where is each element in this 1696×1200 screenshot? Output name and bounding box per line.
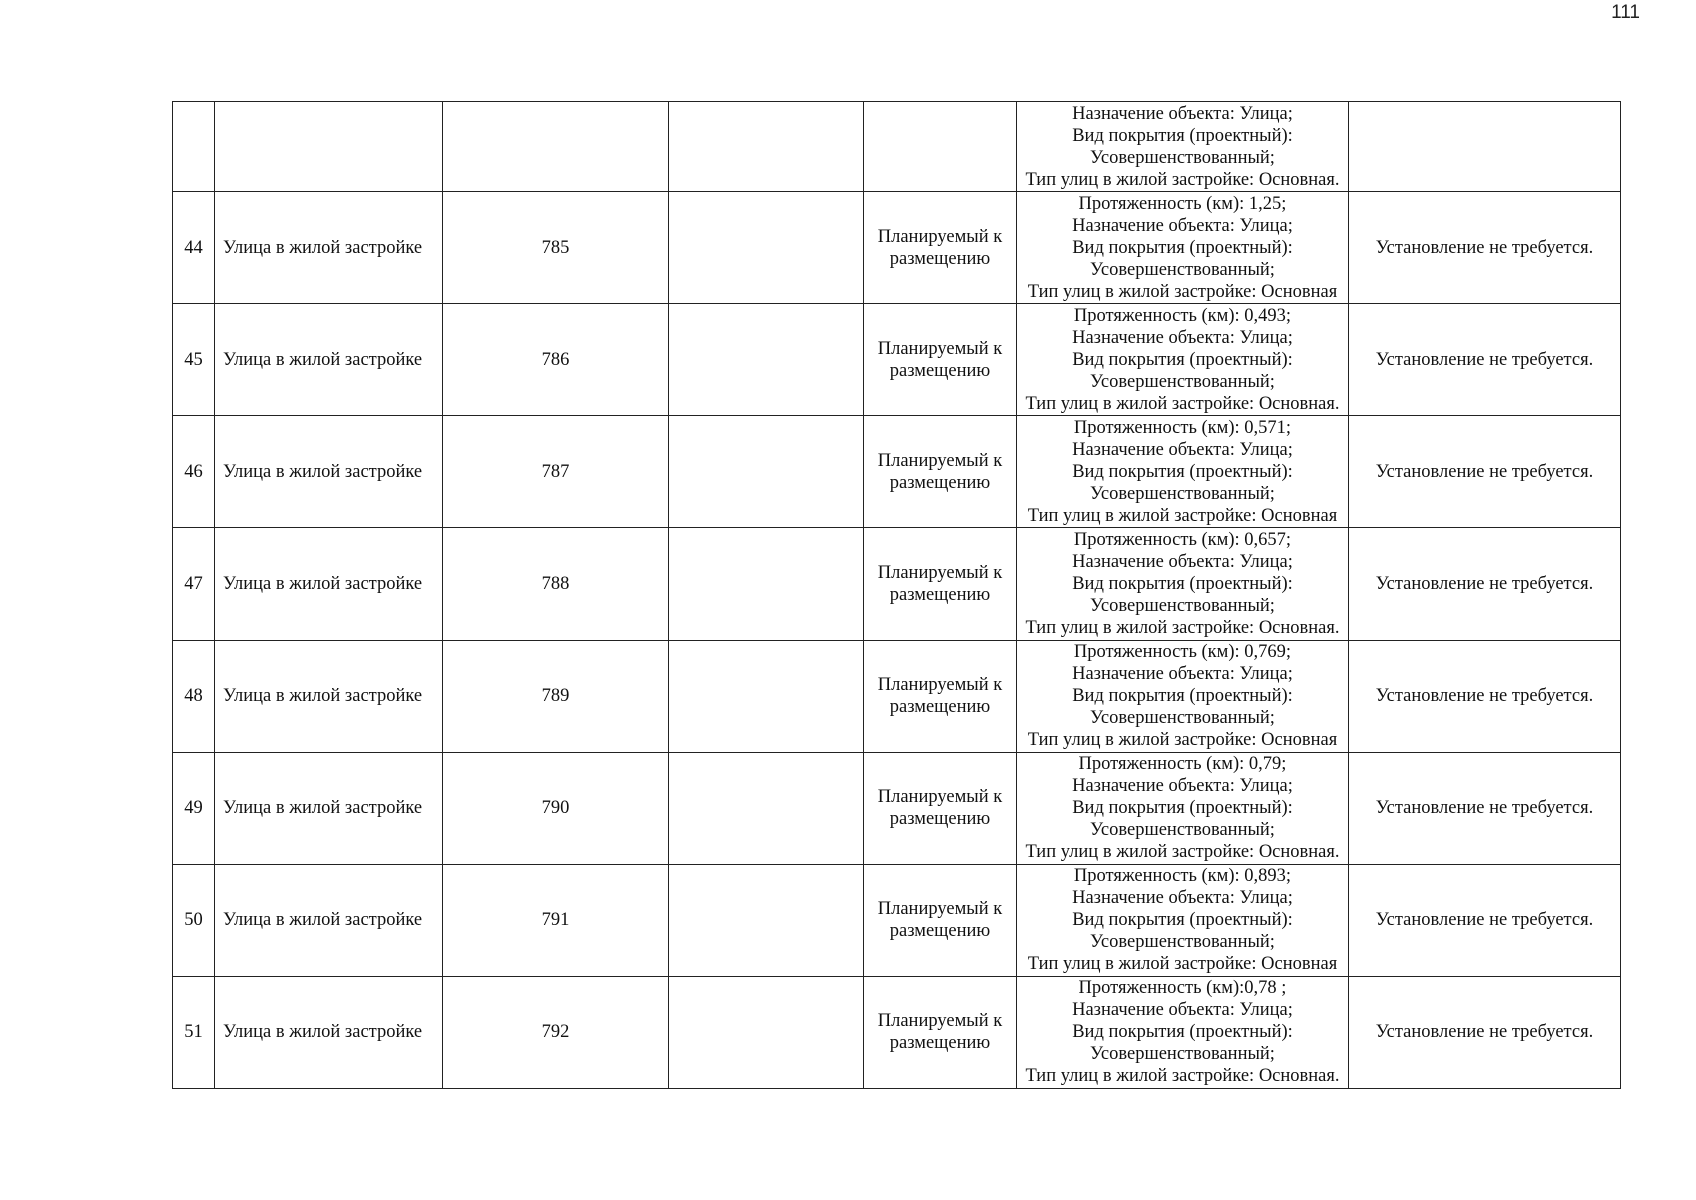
description-line: Тип улиц в жилой застройке: Основная: [1027, 954, 1338, 975]
status-line: Планируемый к: [877, 675, 1003, 696]
cell-name: Улица в жилой застройке: [215, 416, 443, 528]
table-row: [173, 864, 1621, 976]
description-line: Протяженность (км): 0,657;: [1073, 529, 1292, 550]
status-line: размещению: [889, 584, 991, 605]
cell-status: [864, 192, 1017, 304]
cell-zone: Установление не требуется.: [1349, 976, 1621, 1088]
status-line: Планируемый к: [877, 450, 1003, 471]
description-line: Назначение объекта: Улица;: [1072, 664, 1293, 685]
status-line: Планируемый к: [877, 226, 1003, 247]
description-line: Назначение объекта: Улица;: [1072, 327, 1293, 348]
description-line: Протяженность (км): 0,571;: [1073, 417, 1292, 438]
table-row-continuation: [173, 102, 1621, 192]
description-line: Вид покрытия (проектный):: [1072, 573, 1293, 594]
description-line: Усовершенствованный;: [1090, 1044, 1275, 1065]
status-line: размещению: [889, 809, 991, 830]
description-line: Назначение объекта: Улица;: [1072, 1000, 1293, 1021]
cell-extra: [669, 304, 864, 416]
description-line: Тип улиц в жилой застройке: Основная: [1027, 281, 1338, 302]
description-line: Усовершенствованный;: [1090, 147, 1275, 168]
description-line: Назначение объекта: Улица;: [1072, 103, 1293, 124]
cell-description: [1017, 640, 1349, 752]
description-line: Вид покрытия (проектный):: [1072, 349, 1293, 370]
cell-number: 46: [173, 416, 215, 528]
description-line: Протяженность (км): 0,493;: [1073, 305, 1292, 326]
description-line: Вид покрытия (проектный):: [1072, 686, 1293, 707]
description-line: Назначение объекта: Улица;: [1072, 215, 1293, 236]
cell-status: [864, 102, 1017, 192]
cell-extra: [669, 528, 864, 640]
cell-number: 51: [173, 976, 215, 1088]
cell-name: [215, 102, 443, 192]
description-line: Тип улиц в жилой застройке: Основная.: [1025, 617, 1340, 638]
cell-extra: [669, 752, 864, 864]
cell-number: 48: [173, 640, 215, 752]
cell-code: 787: [443, 416, 669, 528]
description-line: Протяженность (км): 0,769;: [1073, 642, 1292, 663]
description-line: Назначение объекта: Улица;: [1072, 551, 1293, 572]
cell-extra: [669, 864, 864, 976]
cell-description: [1017, 752, 1349, 864]
table-row: [173, 416, 1621, 528]
cell-zone: Установление не требуется.: [1349, 864, 1621, 976]
cell-name: Улица в жилой застройке: [215, 304, 443, 416]
status-line: размещению: [889, 472, 991, 493]
description-line: Назначение объекта: Улица;: [1072, 776, 1293, 797]
table-row: [173, 304, 1621, 416]
description-line: Усовершенствованный;: [1090, 595, 1275, 616]
cell-description: [1017, 864, 1349, 976]
description-line: Тип улиц в жилой застройке: Основная: [1027, 730, 1338, 751]
cell-zone: Установление не требуется.: [1349, 192, 1621, 304]
cell-name: Улица в жилой застройке: [215, 192, 443, 304]
cell-status: [864, 976, 1017, 1088]
description-line: Тип улиц в жилой застройке: Основная.: [1025, 1066, 1340, 1087]
cell-code: 788: [443, 528, 669, 640]
cell-code: [443, 102, 669, 192]
cell-description: [1017, 976, 1349, 1088]
status-line: размещению: [889, 1033, 991, 1054]
cell-description: [1017, 102, 1349, 192]
cell-name: Улица в жилой застройке: [215, 528, 443, 640]
cell-code: 786: [443, 304, 669, 416]
status-line: Планируемый к: [877, 899, 1003, 920]
cell-number: 44: [173, 192, 215, 304]
cell-zone: Установление не требуется.: [1349, 528, 1621, 640]
cell-extra: [669, 976, 864, 1088]
description-line: Усовершенствованный;: [1090, 259, 1275, 280]
cell-zone: Установление не требуется.: [1349, 752, 1621, 864]
cell-name: Улица в жилой застройке: [215, 864, 443, 976]
cell-number: 45: [173, 304, 215, 416]
cell-name: Улица в жилой застройке: [215, 640, 443, 752]
cell-number: 49: [173, 752, 215, 864]
description-line: Протяженность (км):0,78 ;: [1078, 978, 1287, 999]
table-row: [173, 528, 1621, 640]
cell-description: [1017, 416, 1349, 528]
cell-code: 792: [443, 976, 669, 1088]
table-row: [173, 640, 1621, 752]
cell-name: Улица в жилой застройке: [215, 752, 443, 864]
description-line: Усовершенствованный;: [1090, 483, 1275, 504]
description-line: Назначение объекта: Улица;: [1072, 439, 1293, 460]
description-line: Усовершенствованный;: [1090, 820, 1275, 841]
cell-code: 790: [443, 752, 669, 864]
cell-code: 791: [443, 864, 669, 976]
cell-number: 47: [173, 528, 215, 640]
cell-zone: Установление не требуется.: [1349, 416, 1621, 528]
cell-extra: [669, 192, 864, 304]
description-line: Тип улиц в жилой застройке: Основная.: [1025, 842, 1340, 863]
cell-zone: Установление не требуется.: [1349, 304, 1621, 416]
description-line: Вид покрытия (проектный):: [1072, 1022, 1293, 1043]
description-line: Усовершенствованный;: [1090, 371, 1275, 392]
status-line: Планируемый к: [877, 338, 1003, 359]
description-line: Усовершенствованный;: [1090, 932, 1275, 953]
description-line: Вид покрытия (проектный):: [1072, 461, 1293, 482]
description-line: Вид покрытия (проектный):: [1072, 910, 1293, 931]
description-line: Тип улиц в жилой застройке: Основная.: [1025, 393, 1340, 414]
cell-status: [864, 640, 1017, 752]
objects-table: [172, 101, 1621, 1089]
cell-extra: [669, 102, 864, 192]
cell-status: [864, 416, 1017, 528]
status-line: размещению: [889, 248, 991, 269]
cell-number: 50: [173, 864, 215, 976]
description-line: Тип улиц в жилой застройке: Основная: [1027, 505, 1338, 526]
status-line: Планируемый к: [877, 1011, 1003, 1032]
description-line: Назначение объекта: Улица;: [1072, 888, 1293, 909]
status-line: размещению: [889, 697, 991, 718]
cell-description: [1017, 304, 1349, 416]
status-line: размещению: [889, 921, 991, 942]
table-row: [173, 976, 1621, 1088]
description-line: Усовершенствованный;: [1090, 708, 1275, 729]
cell-zone: [1349, 102, 1621, 192]
description-line: Протяженность (км): 0,79;: [1078, 754, 1287, 775]
cell-name: Улица в жилой застройке: [215, 976, 443, 1088]
cell-extra: [669, 416, 864, 528]
description-line: Вид покрытия (проектный):: [1072, 237, 1293, 258]
cell-number: [173, 102, 215, 192]
description-line: Протяженность (км): 1,25;: [1078, 193, 1287, 214]
table-row: [173, 752, 1621, 864]
description-line: Протяженность (км): 0,893;: [1073, 866, 1292, 887]
cell-status: [864, 864, 1017, 976]
cell-status: [864, 752, 1017, 864]
cell-status: [864, 304, 1017, 416]
cell-extra: [669, 640, 864, 752]
cell-status: [864, 528, 1017, 640]
cell-description: [1017, 528, 1349, 640]
table-body: [173, 102, 1621, 1089]
cell-zone: Установление не требуется.: [1349, 640, 1621, 752]
status-line: размещению: [889, 360, 991, 381]
cell-code: 789: [443, 640, 669, 752]
cell-description: [1017, 192, 1349, 304]
description-line: Вид покрытия (проектный):: [1072, 125, 1293, 146]
table-row: [173, 192, 1621, 304]
status-line: Планируемый к: [877, 787, 1003, 808]
status-line: Планируемый к: [877, 562, 1003, 583]
page-number: 111: [1611, 2, 1640, 23]
description-line: Тип улиц в жилой застройке: Основная.: [1025, 169, 1340, 190]
description-line: Вид покрытия (проектный):: [1072, 798, 1293, 819]
cell-code: 785: [443, 192, 669, 304]
